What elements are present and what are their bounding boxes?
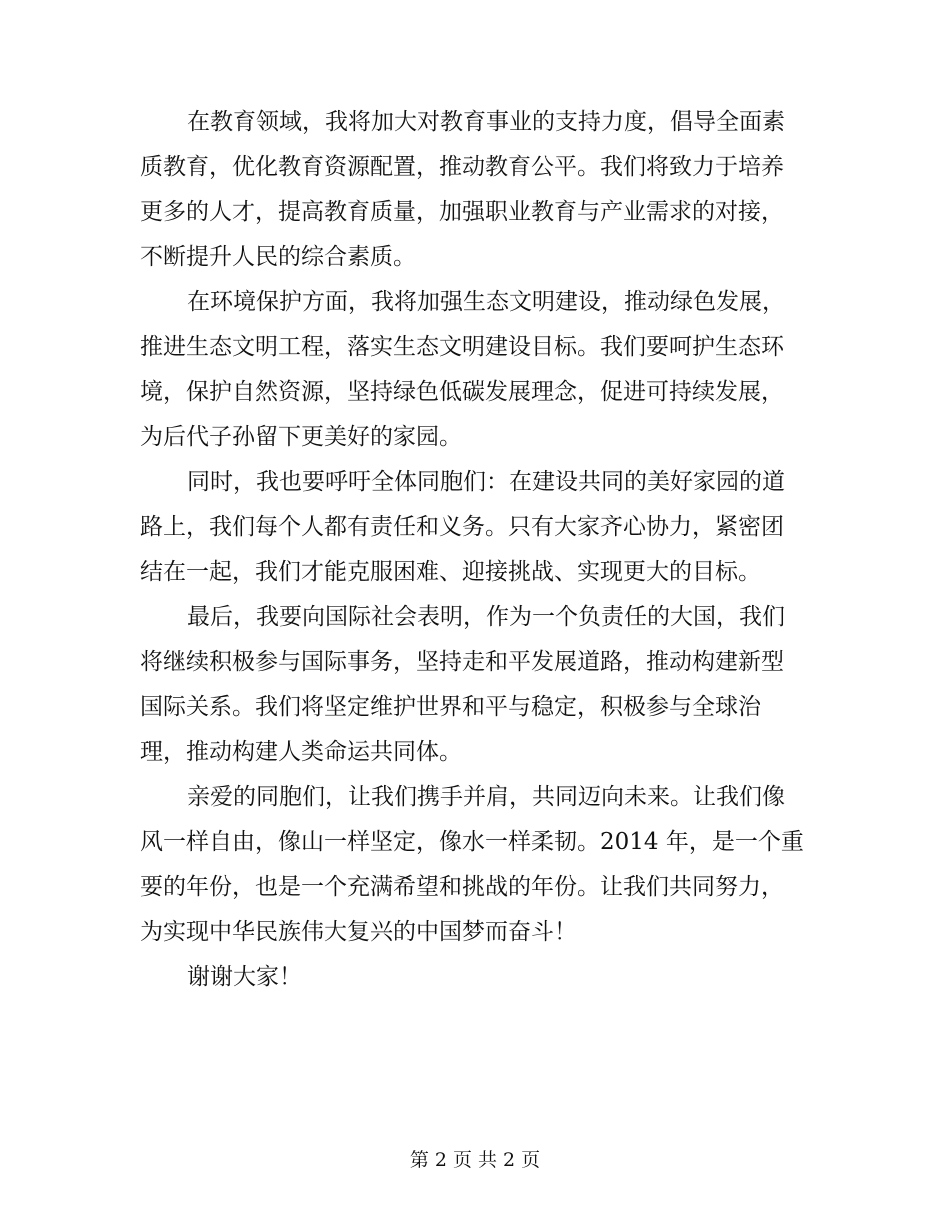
text-line: 为后代子孙留下更美好的家园。 xyxy=(140,424,462,450)
paragraph-closing xyxy=(140,775,804,955)
text-line: 更多的人才，提高教育质量，加强职业教育与产业需求的对接， xyxy=(140,199,784,225)
text-line: 亲爱的同胞们，让我们携手并肩，共同迈向未来。让我们像 xyxy=(187,784,785,810)
text-line: 理，推动构建人类命运共同体。 xyxy=(140,739,462,765)
page-number-footer: 第 2 页 共 2 页 xyxy=(409,1149,541,1171)
text-line: 路上，我们每个人都有责任和义务。只有大家齐心协力，紧密团 xyxy=(140,514,784,540)
text-line: 结在一起，我们才能克服困难、迎接挑战、实现更大的目标。 xyxy=(140,559,761,585)
paragraph-thanks xyxy=(140,955,800,1000)
text-line: 在教育领域，我将加大对教育事业的支持力度，倡导全面素 xyxy=(187,109,785,135)
text-line: 要的年份，也是一个充满希望和挑战的年份。让我们共同努力， xyxy=(140,874,784,900)
text-line: 质教育，优化教育资源配置，推动教育公平。我们将致力于培养 xyxy=(140,154,784,180)
text-line: 国际关系。我们将坚定维护世界和平与稳定，积极参与全球治 xyxy=(140,694,761,720)
paragraph-education xyxy=(140,100,800,280)
paragraph-environment xyxy=(140,280,800,460)
paragraph-appeal xyxy=(140,460,800,595)
text-line: 最后，我要向国际社会表明，作为一个负责任的大国，我们 xyxy=(187,604,785,630)
text-line: 在环境保护方面，我将加强生态文明建设，推动绿色发展， xyxy=(187,289,785,315)
text-line: 境，保护自然资源，坚持绿色低碳发展理念，促进可持续发展， xyxy=(140,379,784,405)
text-line: 不断提升人民的综合素质。 xyxy=(140,244,416,270)
text-line: 风一样自由，像山一样坚定，像水一样柔韧。2014 年，是一个重 xyxy=(140,829,804,855)
document-body xyxy=(140,100,804,1000)
paragraph-international xyxy=(140,595,800,775)
text-line: 同时，我也要呼吁全体同胞们：在建设共同的美好家园的道 xyxy=(187,469,785,495)
text-line: 推进生态文明工程，落实生态文明建设目标。我们要呵护生态环 xyxy=(140,334,784,360)
text-line: 为实现中华民族伟大复兴的中国梦而奋斗！ xyxy=(140,919,577,945)
text-line: 谢谢大家！ xyxy=(187,964,302,990)
text-line: 将继续积极参与国际事务，坚持走和平发展道路，推动构建新型 xyxy=(140,649,784,675)
